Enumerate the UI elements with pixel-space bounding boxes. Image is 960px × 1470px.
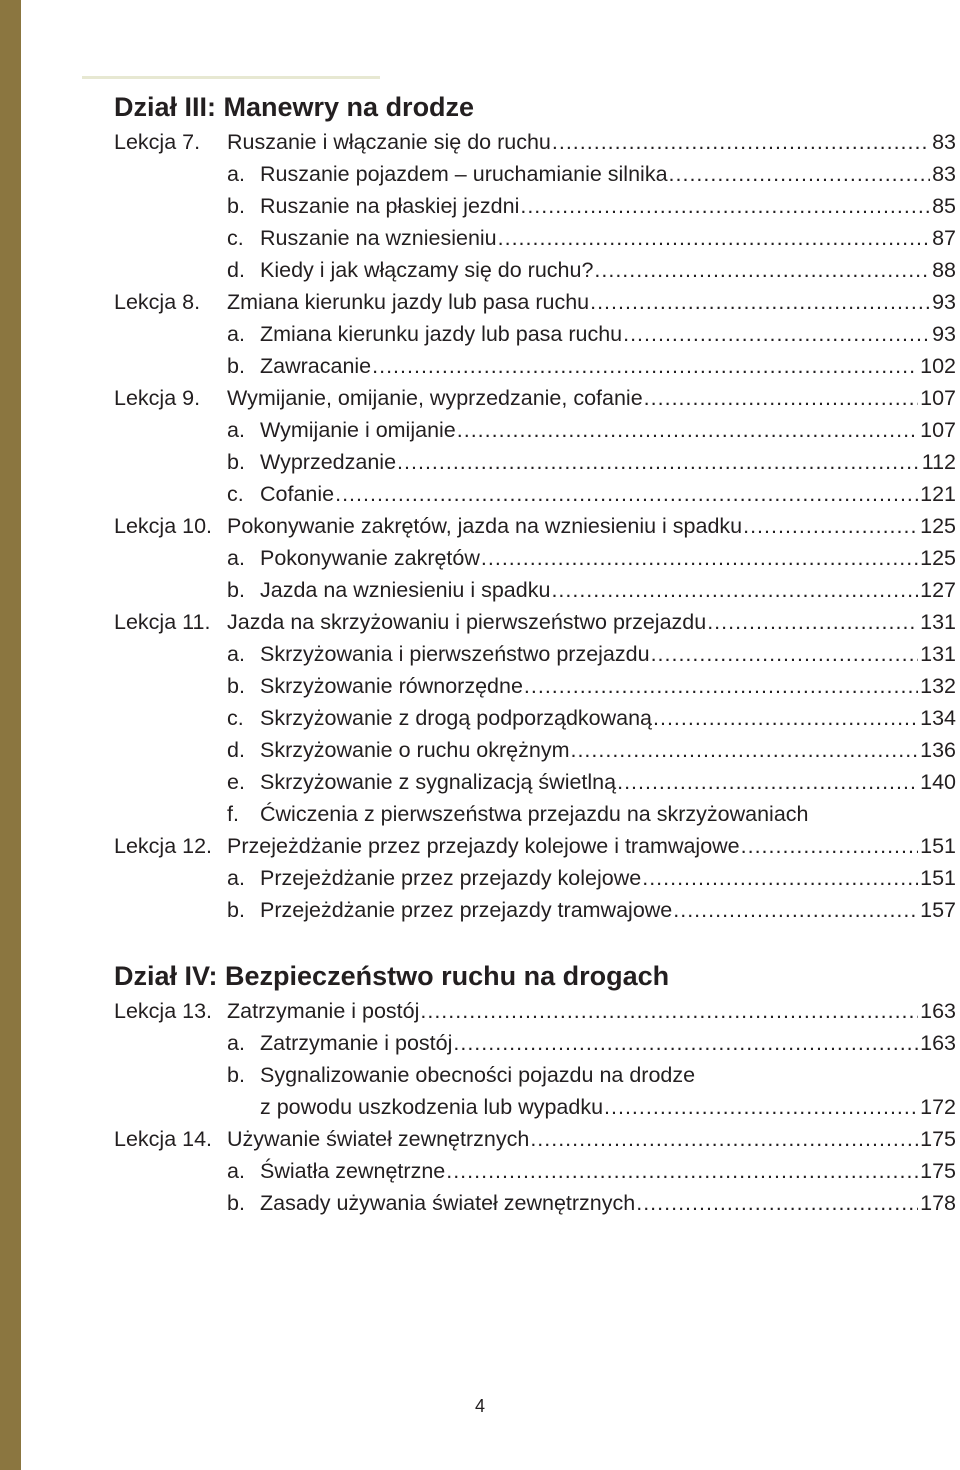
dot-leader (641, 862, 918, 894)
sub-letter: b. (227, 898, 245, 922)
page-ref: 157 (920, 898, 956, 922)
dot-leader (650, 638, 919, 670)
section-title: Dział IV: Bezpieczeństwo ruchu na drogach (114, 961, 670, 991)
entry-title: Skrzyżowania i pierwszeństwo przejazdu (260, 642, 650, 666)
page-ref: 134 (920, 706, 956, 730)
page-ref: 132 (920, 674, 956, 698)
entry-title: Zmiana kierunku jazdy lub pasa ruchu (260, 322, 623, 346)
toc-continuation-row[interactable] (114, 1091, 956, 1123)
toc-sub-row[interactable] (114, 702, 956, 734)
entry-title: Ruszanie na płaskiej jezdni (260, 194, 520, 218)
entry-title: Ruszanie na wzniesieniu (260, 226, 497, 250)
lesson-number: Lekcja 11. (114, 610, 211, 634)
page-ref: 112 (921, 450, 956, 474)
toc-sub-row[interactable] (114, 1155, 956, 1187)
dot-leader (550, 574, 918, 606)
lesson-number: Lekcja 7. (114, 130, 201, 154)
dot-leader (456, 414, 918, 446)
page-ref: 93 (932, 290, 956, 314)
sub-letter: a. (227, 322, 245, 346)
dot-leader (603, 1091, 918, 1123)
toc-sub-row[interactable] (114, 190, 956, 222)
entry-title: Ruszanie i włączanie się do ruchu (227, 130, 551, 154)
toc-sub-row[interactable] (114, 1027, 956, 1059)
entry-title: Skrzyżowanie z sygnalizacją świetlną (260, 770, 617, 794)
entry-title: Ćwiczenia z pierwszeństwa przejazdu na skrzyżowaniach (260, 802, 809, 826)
entry-title: Używanie świateł zewnętrznych (227, 1127, 530, 1151)
page-ref: 131 (920, 610, 956, 634)
dot-leader (742, 510, 918, 542)
entry-title: Skrzyżowanie z drogą podporządkowaną (260, 706, 653, 730)
dot-leader (569, 734, 918, 766)
dot-leader (652, 702, 918, 734)
dot-leader (497, 222, 930, 254)
toc-sub-row[interactable] (114, 1187, 956, 1219)
toc-lesson-row[interactable] (114, 995, 956, 1027)
sub-letter: a. (227, 866, 245, 890)
page-ref: 121 (920, 482, 956, 506)
toc-sub-row[interactable] (114, 350, 956, 382)
entry-title: Skrzyżowanie o ruchu okrężnym (260, 738, 570, 762)
page-ref: 85 (932, 194, 956, 218)
sub-letter: c. (227, 226, 244, 250)
toc-lesson-row[interactable] (114, 1123, 956, 1155)
top-divider (82, 76, 380, 79)
sub-letter: a. (227, 1159, 245, 1183)
dot-leader (589, 286, 930, 318)
sub-letter: d. (227, 258, 245, 282)
lesson-number: Lekcja 14. (114, 1127, 213, 1151)
table-of-contents (114, 88, 956, 1219)
sub-letter: b. (227, 450, 245, 474)
toc-sub-row[interactable] (114, 734, 956, 766)
page-ref: 131 (920, 642, 956, 666)
entry-title: Przejeżdżanie przez przejazdy kolejowe (260, 866, 642, 890)
sub-letter: a. (227, 1031, 245, 1055)
toc-sub-row[interactable] (114, 542, 956, 574)
dot-leader (452, 1027, 918, 1059)
page-ref: 107 (920, 386, 956, 410)
sub-letter: c. (227, 482, 244, 506)
entry-title: Zasady używania świateł zewnętrznych (260, 1191, 636, 1215)
entry-title: Kiedy i jak włączamy się do ruchu? (260, 258, 594, 282)
toc-sub-row[interactable] (114, 1059, 956, 1091)
lesson-number: Lekcja 10. (114, 514, 213, 538)
toc-sub-row[interactable] (114, 766, 956, 798)
entry-title: Przejeżdżanie przez przejazdy kolejowe i tramwajowe (227, 834, 740, 858)
sub-letter: b. (227, 1191, 245, 1215)
entry-title: Światła zewnętrzne (260, 1159, 446, 1183)
lesson-number: Lekcja 9. (114, 386, 201, 410)
dot-leader (445, 1155, 918, 1187)
dot-leader (643, 382, 918, 414)
toc-lesson-row[interactable] (114, 510, 956, 542)
page-ref: 125 (920, 546, 956, 570)
sub-letter: b. (227, 354, 245, 378)
entry-title: Wymijanie i omijanie (260, 418, 456, 442)
sub-letter: c. (227, 706, 244, 730)
entry-title: Wyprzedzanie (260, 450, 397, 474)
entry-title: Zatrzymanie i postój (227, 999, 420, 1023)
toc-sub-row[interactable] (114, 254, 956, 286)
toc-sub-row[interactable] (114, 862, 956, 894)
dot-leader (529, 1123, 918, 1155)
side-color-band (0, 0, 21, 1470)
entry-title: Pokonywanie zakrętów (260, 546, 480, 570)
page-ref: 175 (920, 1159, 956, 1183)
page-ref: 87 (932, 226, 956, 250)
page-ref: 151 (920, 866, 956, 890)
toc-sub-row[interactable] (114, 414, 956, 446)
entry-title: Skrzyżowanie równorzędne (260, 674, 523, 698)
sub-letter: a. (227, 546, 245, 570)
toc-lesson-row[interactable] (114, 382, 956, 414)
section-title: Dział III: Manewry na drodze (114, 92, 475, 122)
sub-letter: f. (227, 802, 239, 826)
dot-leader (668, 158, 931, 190)
sub-letter: e. (227, 770, 245, 794)
page-ref: 163 (920, 1031, 956, 1055)
toc-sub-row[interactable] (114, 798, 956, 830)
page-ref: 140 (920, 770, 956, 794)
toc-sub-row[interactable] (114, 446, 956, 478)
entry-title: Pokonywanie zakrętów, jazda na wzniesieniu i spadku (227, 514, 743, 538)
page-ref: 127 (920, 578, 956, 602)
dot-leader (523, 670, 918, 702)
page-ref: 172 (920, 1095, 956, 1119)
dot-leader (551, 126, 930, 158)
toc-lesson-row[interactable] (114, 606, 956, 638)
toc-lesson-row[interactable] (114, 126, 956, 158)
page-ref: 125 (920, 514, 956, 538)
entry-title: Zatrzymanie i postój (260, 1031, 453, 1055)
page-ref: 107 (920, 418, 956, 442)
toc-sub-row[interactable] (114, 318, 956, 350)
dot-leader (334, 478, 918, 510)
lesson-number: Lekcja 12. (114, 834, 213, 858)
sub-letter: a. (227, 162, 245, 186)
toc-sub-row[interactable] (114, 222, 956, 254)
page-ref: 178 (920, 1191, 956, 1215)
entry-title: Ruszanie pojazdem – uruchamianie silnika (260, 162, 668, 186)
sub-letter: d. (227, 738, 245, 762)
page-ref: 136 (920, 738, 956, 762)
sub-letter: a. (227, 642, 245, 666)
dot-leader (480, 542, 918, 574)
entry-title: Zmiana kierunku jazdy lub pasa ruchu (227, 290, 590, 314)
page-ref: 93 (932, 322, 956, 346)
sub-letter: a. (227, 418, 245, 442)
toc-lesson-row[interactable] (114, 830, 956, 862)
page-ref: 83 (932, 162, 956, 186)
sub-letter: b. (227, 1063, 245, 1087)
toc-sub-row[interactable] (114, 478, 956, 510)
dot-leader (396, 446, 920, 478)
page-ref: 163 (920, 999, 956, 1023)
entry-title: Sygnalizowanie obecności pojazdu na drodze (260, 1063, 696, 1087)
page-number: 4 (474, 1396, 485, 1416)
page-ref: 88 (932, 258, 956, 282)
page-ref: 151 (920, 834, 956, 858)
toc-sub-row[interactable] (114, 894, 956, 926)
sub-letter: b. (227, 674, 245, 698)
page-ref: 83 (932, 130, 956, 154)
entry-title: Wymijanie, omijanie, wyprzedzanie, cofanie (227, 386, 643, 410)
toc-sub-row[interactable] (114, 574, 956, 606)
dot-leader (419, 995, 918, 1027)
dot-leader (740, 830, 918, 862)
dot-leader (672, 894, 918, 926)
dot-leader (593, 254, 930, 286)
entry-title: Przejeżdżanie przez przejazdy tramwajowe (260, 898, 673, 922)
dot-leader (371, 350, 918, 382)
page-ref: 175 (920, 1127, 956, 1151)
dot-leader (635, 1187, 918, 1219)
entry-title: z powodu uszkodzenia lub wypadku (260, 1095, 604, 1119)
toc-sub-row[interactable] (114, 638, 956, 670)
entry-title: Zawracanie (260, 354, 372, 378)
entry-title: Jazda na skrzyżowaniu i pierwszeństwo przejazdu (227, 610, 707, 634)
sub-letter: b. (227, 578, 245, 602)
toc-sub-row[interactable] (114, 670, 956, 702)
lesson-number: Lekcja 8. (114, 290, 201, 314)
entry-title: Jazda na wzniesieniu i spadku (260, 578, 551, 602)
entry-title: Cofanie (260, 482, 335, 506)
dot-leader (519, 190, 930, 222)
page-ref: 102 (920, 354, 956, 378)
toc-sub-row[interactable] (114, 158, 956, 190)
lesson-number: Lekcja 13. (114, 999, 213, 1023)
sub-letter: b. (227, 194, 245, 218)
dot-leader (706, 606, 918, 638)
dot-leader (616, 766, 918, 798)
toc-lesson-row[interactable] (114, 286, 956, 318)
dot-leader (622, 318, 930, 350)
